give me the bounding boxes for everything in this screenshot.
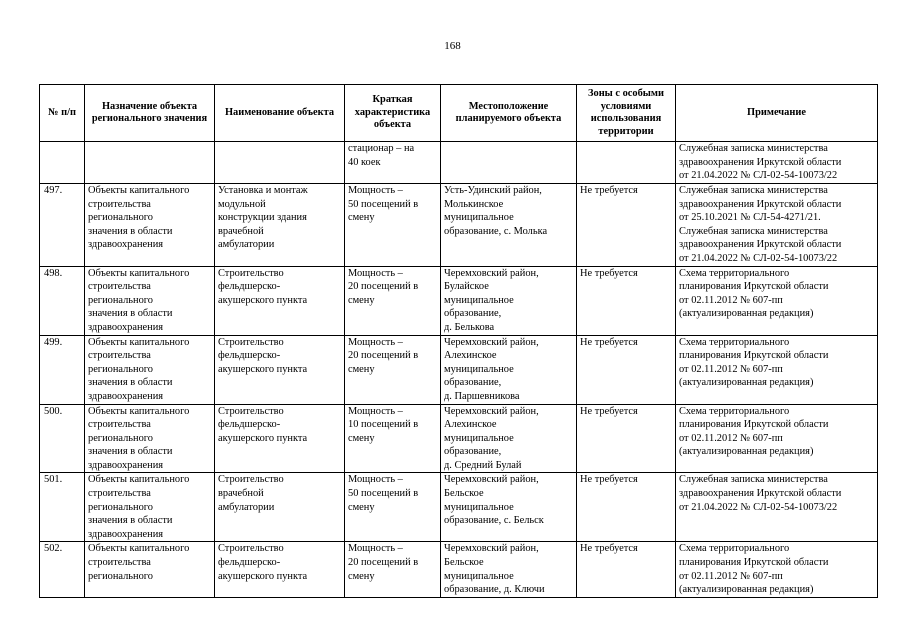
page-number: 168 bbox=[444, 40, 461, 52]
cell-text-line: д. Белькова bbox=[444, 321, 495, 333]
cell-text-line: образование, bbox=[444, 308, 502, 320]
cell-text-line: здравоохранения Иркутской области bbox=[679, 488, 842, 500]
cell-note bbox=[676, 473, 878, 542]
cell-zones bbox=[577, 142, 676, 184]
cell-text-line: планирования Иркутской области bbox=[679, 419, 829, 431]
cell-text-line: Не требуется bbox=[580, 185, 638, 196]
cell-text-line: планирования Иркутской области bbox=[679, 557, 829, 569]
cell-purpose bbox=[85, 473, 215, 542]
cell-purpose bbox=[85, 142, 215, 184]
cell-text-line: регионального bbox=[88, 363, 153, 375]
cell-text-line: врачебной bbox=[218, 488, 264, 500]
table-row bbox=[40, 184, 878, 267]
cell-text-line: образование, с. Бельск bbox=[444, 515, 544, 527]
cell-text-line: (актуализированная редакция) bbox=[679, 377, 814, 389]
cell-text-line: здравоохранения bbox=[88, 239, 164, 251]
cell-text-line: значения в области bbox=[88, 225, 173, 237]
cell-text-line: строительства bbox=[88, 419, 151, 431]
cell-text-line: Служебная записка министерства bbox=[679, 185, 828, 196]
cell-text-line: Алехинское bbox=[444, 419, 497, 431]
cell-text-line: от 02.11.2012 № 607-пп bbox=[679, 363, 783, 375]
cell-text-line: от 02.11.2012 № 607-пп bbox=[679, 294, 783, 306]
cell-text-line: Булайское bbox=[444, 281, 489, 293]
table-row bbox=[40, 404, 878, 473]
cell-text-line: строительства bbox=[88, 350, 151, 362]
cell-text-line: здравоохранения bbox=[88, 459, 164, 471]
cell-characteristic bbox=[345, 142, 441, 184]
cell-text-line: строительства bbox=[88, 198, 151, 210]
cell-text-line: образование, с. Молька bbox=[444, 225, 548, 237]
cell-text-line: Черемховский район, bbox=[444, 336, 539, 348]
cell-note bbox=[676, 142, 878, 184]
cell-text-line: 502. bbox=[44, 543, 63, 555]
cell-text-line: Не требуется bbox=[580, 474, 638, 486]
cell-text-line: смену bbox=[348, 294, 375, 306]
cell-text-line: образование, bbox=[444, 377, 502, 389]
cell-text-line: регионального bbox=[88, 570, 153, 582]
cell-text-line: Строительство bbox=[218, 405, 284, 417]
cell-text-line: 498. bbox=[44, 267, 63, 279]
table-row bbox=[40, 542, 878, 598]
cell-text-line: от 25.10.2021 № СЛ-54-4271/21. bbox=[679, 212, 821, 224]
cell-text-line: смену bbox=[348, 212, 375, 224]
cell-name bbox=[215, 335, 345, 404]
cell-text-line: Служебная записка министерства bbox=[679, 474, 828, 486]
cell-text-line: значения в области bbox=[88, 377, 173, 389]
cell-text-line: Установка и монтаж bbox=[218, 185, 308, 196]
cell-text-line: Не требуется bbox=[580, 543, 638, 555]
cell-text-line: регионального bbox=[88, 212, 153, 224]
cell-text-line: строительства bbox=[88, 281, 151, 293]
cell-text-line: от 21.04.2022 № СЛ-02-54-10073/22 bbox=[679, 252, 838, 264]
cell-zones bbox=[577, 473, 676, 542]
cell-text-line: Строительство bbox=[218, 474, 284, 486]
cell-text-line: планирования Иркутской области bbox=[679, 281, 829, 293]
cell-location bbox=[441, 542, 577, 598]
cell-text-line: образование, bbox=[444, 446, 502, 458]
cell-text-line: фельдшерско- bbox=[218, 281, 281, 293]
cell-text-line: смену bbox=[348, 432, 375, 444]
cell-text-line: Схема территориального bbox=[679, 405, 790, 417]
cell-text-line: здравоохранения Иркутской области bbox=[679, 239, 842, 251]
cell-text-line: здравоохранения bbox=[88, 528, 164, 540]
cell-text-line: Усть-Удинский район, bbox=[444, 185, 542, 196]
cell-num bbox=[40, 184, 85, 267]
cell-text-line: Мощность – bbox=[348, 336, 403, 348]
cell-text-line: амбулатории bbox=[218, 501, 275, 513]
cell-location bbox=[441, 404, 577, 473]
cell-zones bbox=[577, 335, 676, 404]
cell-purpose bbox=[85, 266, 215, 335]
cell-text-line: Не требуется bbox=[580, 336, 638, 348]
cell-name bbox=[215, 142, 345, 184]
cell-text-line: фельдшерско- bbox=[218, 557, 281, 569]
cell-num bbox=[40, 335, 85, 404]
cell-zones bbox=[577, 542, 676, 598]
cell-text-line: муниципальное bbox=[444, 432, 514, 444]
cell-name bbox=[215, 184, 345, 267]
table-header-row bbox=[40, 85, 878, 142]
cell-text-line: врачебной bbox=[218, 225, 264, 237]
cell-text-line: конструкции здания bbox=[218, 212, 307, 224]
cell-text-line: 500. bbox=[44, 405, 63, 417]
cell-text-line: Схема территориального bbox=[679, 543, 790, 555]
cell-text-line: (актуализированная редакция) bbox=[679, 308, 814, 320]
cell-characteristic bbox=[345, 473, 441, 542]
cell-purpose bbox=[85, 184, 215, 267]
cell-name bbox=[215, 266, 345, 335]
cell-text-line: от 02.11.2012 № 607-пп bbox=[679, 432, 783, 444]
cell-num bbox=[40, 404, 85, 473]
cell-num bbox=[40, 542, 85, 598]
cell-text-line: 50 посещений в bbox=[348, 198, 419, 210]
cell-text-line: Черемховский район, bbox=[444, 267, 539, 279]
cell-text-line: акушерского пункта bbox=[218, 363, 308, 375]
col-header-purpose: Назначение объекта регионального значения bbox=[85, 85, 215, 142]
table-row bbox=[40, 335, 878, 404]
cell-text-line: здравоохранения bbox=[88, 390, 164, 402]
cell-text-line: значения в области bbox=[88, 446, 173, 458]
cell-text-line: от 21.04.2022 № СЛ-02-54-10073/22 bbox=[679, 501, 838, 513]
cell-characteristic bbox=[345, 184, 441, 267]
cell-text-line: стационар – на bbox=[348, 143, 415, 154]
cell-characteristic bbox=[345, 266, 441, 335]
cell-purpose bbox=[85, 542, 215, 598]
cell-characteristic bbox=[345, 404, 441, 473]
cell-purpose bbox=[85, 404, 215, 473]
cell-name bbox=[215, 473, 345, 542]
cell-text-line: значения в области bbox=[88, 515, 173, 527]
col-header-num: № п/п bbox=[40, 85, 85, 142]
cell-text-line: 40 коек bbox=[348, 156, 381, 168]
cell-text-line: амбулатории bbox=[218, 239, 275, 251]
cell-text-line: от 02.11.2012 № 607-пп bbox=[679, 570, 783, 582]
cell-text-line: строительства bbox=[88, 557, 151, 569]
cell-text-line: Бельское bbox=[444, 557, 484, 569]
cell-text-line: (актуализированная редакция) bbox=[679, 584, 814, 596]
cell-text-line: 50 посещений в bbox=[348, 488, 419, 500]
cell-text-line: Схема территориального bbox=[679, 336, 790, 348]
col-header-characteristic: Краткая характеристика объекта bbox=[345, 85, 441, 142]
cell-text-line: акушерского пункта bbox=[218, 570, 308, 582]
cell-name bbox=[215, 542, 345, 598]
cell-text-line: строительства bbox=[88, 488, 151, 500]
cell-text-line: Строительство bbox=[218, 267, 284, 279]
cell-text-line: Строительство bbox=[218, 543, 284, 555]
cell-text-line: Мощность – bbox=[348, 543, 403, 555]
cell-text-line: Мощность – bbox=[348, 185, 403, 196]
cell-zones bbox=[577, 266, 676, 335]
cell-note bbox=[676, 184, 878, 267]
cell-location bbox=[441, 335, 577, 404]
cell-text-line: Объекты капитального bbox=[88, 474, 190, 486]
col-header-zones: Зоны с особыми условиями использования территории bbox=[577, 85, 676, 142]
cell-note bbox=[676, 542, 878, 598]
cell-purpose bbox=[85, 335, 215, 404]
cell-text-line: (актуализированная редакция) bbox=[679, 446, 814, 458]
col-header-name: Наименование объекта bbox=[215, 85, 345, 142]
cell-text-line: регионального bbox=[88, 294, 153, 306]
cell-text-line: Схема территориального bbox=[679, 267, 790, 279]
cell-text-line: муниципальное bbox=[444, 294, 514, 306]
table-row bbox=[40, 473, 878, 542]
cell-text-line: Алехинское bbox=[444, 350, 497, 362]
cell-note bbox=[676, 404, 878, 473]
cell-zones bbox=[577, 404, 676, 473]
cell-text-line: 20 посещений в bbox=[348, 350, 419, 362]
cell-text-line: фельдшерско- bbox=[218, 350, 281, 362]
col-header-location: Местоположение планируемого объекта bbox=[441, 85, 577, 142]
cell-text-line: 501. bbox=[44, 474, 63, 486]
cell-num bbox=[40, 473, 85, 542]
cell-characteristic bbox=[345, 335, 441, 404]
cell-text-line: Служебная записка министерства bbox=[679, 225, 828, 237]
cell-location bbox=[441, 142, 577, 184]
cell-location bbox=[441, 473, 577, 542]
cell-text-line: значения в области bbox=[88, 308, 173, 320]
cell-text-line: Объекты капитального bbox=[88, 405, 190, 417]
cell-text-line: муниципальное bbox=[444, 363, 514, 375]
cell-text-line: Служебная записка министерства bbox=[679, 143, 828, 154]
cell-text-line: муниципальное bbox=[444, 212, 514, 224]
cell-text-line: 10 посещений в bbox=[348, 419, 419, 431]
cell-text-line: образование, д. Ключи bbox=[444, 584, 545, 596]
cell-text-line: Черемховский район, bbox=[444, 405, 539, 417]
cell-location bbox=[441, 184, 577, 267]
cell-text-line: регионального bbox=[88, 501, 153, 513]
cell-name bbox=[215, 404, 345, 473]
cell-text-line: Черемховский район, bbox=[444, 543, 539, 555]
cell-text-line: Объекты капитального bbox=[88, 185, 190, 196]
cell-zones bbox=[577, 184, 676, 267]
cell-text-line: планирования Иркутской области bbox=[679, 350, 829, 362]
cell-text-line: акушерского пункта bbox=[218, 432, 308, 444]
cell-text-line: Черемховский район, bbox=[444, 474, 539, 486]
cell-location bbox=[441, 266, 577, 335]
cell-text-line: 20 посещений в bbox=[348, 281, 419, 293]
cell-text-line: здравоохранения Иркутской области bbox=[679, 198, 842, 210]
cell-text-line: муниципальное bbox=[444, 570, 514, 582]
cell-text-line: смену bbox=[348, 570, 375, 582]
cell-text-line: здравоохранения bbox=[88, 321, 164, 333]
cell-text-line: Не требуется bbox=[580, 267, 638, 279]
cell-num bbox=[40, 142, 85, 184]
cell-characteristic bbox=[345, 542, 441, 598]
cell-text-line: регионального bbox=[88, 432, 153, 444]
cell-text-line: Мощность – bbox=[348, 405, 403, 417]
cell-text-line: Мощность – bbox=[348, 267, 403, 279]
cell-text-line: смену bbox=[348, 501, 375, 513]
cell-text-line: Объекты капитального bbox=[88, 543, 190, 555]
table-row bbox=[40, 142, 878, 184]
cell-num bbox=[40, 266, 85, 335]
cell-text-line: Не требуется bbox=[580, 405, 638, 417]
cell-text-line: акушерского пункта bbox=[218, 294, 308, 306]
cell-text-line: здравоохранения Иркутской области bbox=[679, 156, 842, 168]
cell-text-line: д. Паршевникова bbox=[444, 390, 520, 402]
cell-text-line: модульной bbox=[218, 198, 266, 210]
cell-note bbox=[676, 335, 878, 404]
cell-text-line: Строительство bbox=[218, 336, 284, 348]
col-header-note: Примечание bbox=[676, 85, 878, 142]
cell-text-line: 499. bbox=[44, 336, 63, 348]
cell-text-line: фельдшерско- bbox=[218, 419, 281, 431]
table-body bbox=[40, 142, 878, 598]
cell-text-line: от 21.04.2022 № СЛ-02-54-10073/22 bbox=[679, 170, 838, 182]
cell-text-line: Мощность – bbox=[348, 474, 403, 486]
table-row bbox=[40, 266, 878, 335]
cell-text-line: муниципальное bbox=[444, 501, 514, 513]
objects-table bbox=[39, 84, 878, 598]
cell-text-line: Объекты капитального bbox=[88, 336, 190, 348]
cell-text-line: д. Средний Булай bbox=[444, 459, 522, 471]
cell-text-line: Объекты капитального bbox=[88, 267, 190, 279]
cell-text-line: смену bbox=[348, 363, 375, 375]
cell-text-line: 497. bbox=[44, 185, 63, 196]
cell-text-line: Бельское bbox=[444, 488, 484, 500]
cell-text-line: Молькинское bbox=[444, 198, 504, 210]
cell-text-line: 20 посещений в bbox=[348, 557, 419, 569]
cell-note bbox=[676, 266, 878, 335]
